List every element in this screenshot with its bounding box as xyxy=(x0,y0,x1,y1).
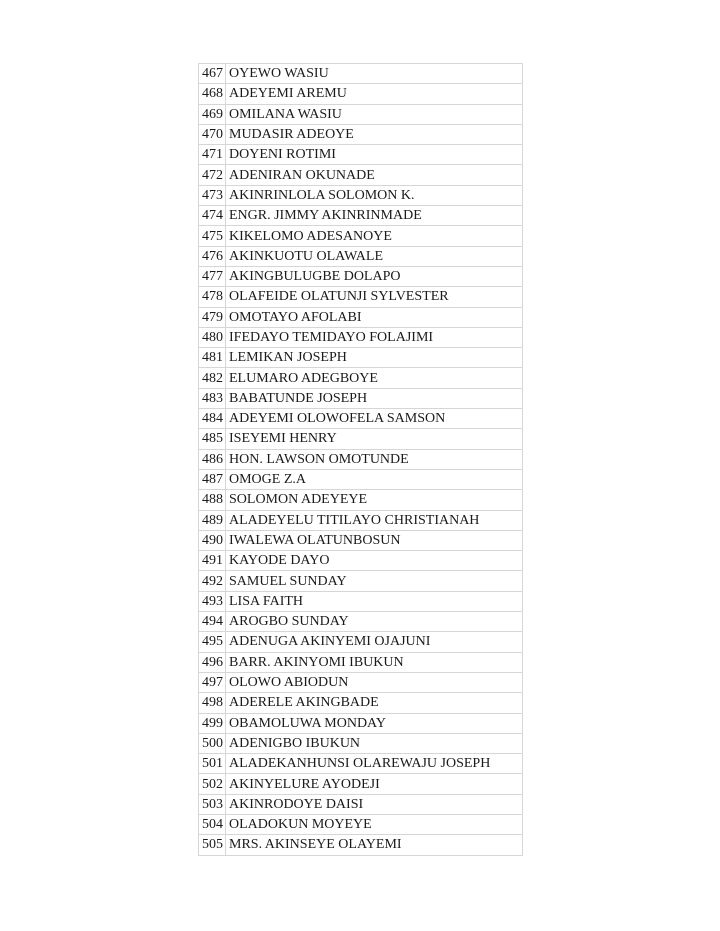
table-row xyxy=(199,713,523,733)
row-number: 493 xyxy=(199,591,226,611)
person-name: OLADOKUN MOYEYE xyxy=(226,814,523,834)
row-number: 482 xyxy=(199,368,226,388)
row-number: 470 xyxy=(199,124,226,144)
name-list-table xyxy=(198,63,523,856)
row-number: 469 xyxy=(199,104,226,124)
person-name: BARR. AKINYOMI IBUKUN xyxy=(226,652,523,672)
person-name: OLAFEIDE OLATUNJI SYLVESTER xyxy=(226,287,523,307)
row-number: 483 xyxy=(199,388,226,408)
table-row xyxy=(199,652,523,672)
row-number: 495 xyxy=(199,632,226,652)
table-row xyxy=(199,266,523,286)
table-row xyxy=(199,104,523,124)
person-name: OMOTAYO AFOLABI xyxy=(226,307,523,327)
person-name: AKINRINLOLA SOLOMON K. xyxy=(226,185,523,205)
table-body xyxy=(199,64,523,856)
person-name: LISA FAITH xyxy=(226,591,523,611)
table-row xyxy=(199,368,523,388)
row-number: 499 xyxy=(199,713,226,733)
row-number: 473 xyxy=(199,185,226,205)
person-name: ADENUGA AKINYEMI OJAJUNI xyxy=(226,632,523,652)
row-number: 486 xyxy=(199,449,226,469)
table-row xyxy=(199,327,523,347)
row-number: 494 xyxy=(199,612,226,632)
table-row xyxy=(199,429,523,449)
row-number: 488 xyxy=(199,490,226,510)
person-name: SAMUEL SUNDAY xyxy=(226,571,523,591)
person-name: OLOWO ABIODUN xyxy=(226,672,523,692)
table-row xyxy=(199,551,523,571)
person-name: ADEYEMI OLOWOFELA SAMSON xyxy=(226,409,523,429)
person-name: ADEYEMI AREMU xyxy=(226,84,523,104)
row-number: 487 xyxy=(199,469,226,489)
table-row xyxy=(199,672,523,692)
row-number: 497 xyxy=(199,672,226,692)
table-row xyxy=(199,246,523,266)
row-number: 481 xyxy=(199,348,226,368)
person-name: AKINRODOYE DAISI xyxy=(226,794,523,814)
table-row xyxy=(199,409,523,429)
person-name: LEMIKAN JOSEPH xyxy=(226,348,523,368)
person-name: ALADEKANHUNSI OLAREWAJU JOSEPH xyxy=(226,754,523,774)
table-row xyxy=(199,449,523,469)
table-row xyxy=(199,124,523,144)
row-number: 505 xyxy=(199,835,226,855)
table-row xyxy=(199,693,523,713)
row-number: 501 xyxy=(199,754,226,774)
table-row xyxy=(199,510,523,530)
table-row xyxy=(199,84,523,104)
person-name: BABATUNDE JOSEPH xyxy=(226,388,523,408)
table-row xyxy=(199,64,523,84)
table-row xyxy=(199,287,523,307)
row-number: 496 xyxy=(199,652,226,672)
row-number: 476 xyxy=(199,246,226,266)
table-row xyxy=(199,185,523,205)
table-row xyxy=(199,165,523,185)
person-name: ENGR. JIMMY AKINRINMADE xyxy=(226,206,523,226)
table-row xyxy=(199,388,523,408)
table-row xyxy=(199,348,523,368)
row-number: 485 xyxy=(199,429,226,449)
table-row xyxy=(199,490,523,510)
table-row xyxy=(199,307,523,327)
table-row xyxy=(199,733,523,753)
table-row xyxy=(199,591,523,611)
row-number: 477 xyxy=(199,266,226,286)
row-number: 474 xyxy=(199,206,226,226)
person-name: ADENIRAN OKUNADE xyxy=(226,165,523,185)
row-number: 498 xyxy=(199,693,226,713)
row-number: 492 xyxy=(199,571,226,591)
row-number: 468 xyxy=(199,84,226,104)
table-row xyxy=(199,145,523,165)
person-name: AKINGBULUGBE DOLAPO xyxy=(226,266,523,286)
row-number: 475 xyxy=(199,226,226,246)
person-name: IWALEWA OLATUNBOSUN xyxy=(226,530,523,550)
person-name: ELUMARO ADEGBOYE xyxy=(226,368,523,388)
table-row xyxy=(199,571,523,591)
row-number: 500 xyxy=(199,733,226,753)
table-row xyxy=(199,774,523,794)
person-name: AROGBO SUNDAY xyxy=(226,612,523,632)
table-row xyxy=(199,206,523,226)
person-name: ADENIGBO IBUKUN xyxy=(226,733,523,753)
person-name: AKINKUOTU OLAWALE xyxy=(226,246,523,266)
person-name: ISEYEMI HENRY xyxy=(226,429,523,449)
person-name: AKINYELURE AYODEJI xyxy=(226,774,523,794)
person-name: MUDASIR ADEOYE xyxy=(226,124,523,144)
person-name: ADERELE AKINGBADE xyxy=(226,693,523,713)
row-number: 489 xyxy=(199,510,226,530)
person-name: OMILANA WASIU xyxy=(226,104,523,124)
table-row xyxy=(199,814,523,834)
row-number: 502 xyxy=(199,774,226,794)
table-row xyxy=(199,835,523,855)
row-number: 471 xyxy=(199,145,226,165)
person-name: DOYENI ROTIMI xyxy=(226,145,523,165)
table-row xyxy=(199,612,523,632)
person-name: IFEDAYO TEMIDAYO FOLAJIMI xyxy=(226,327,523,347)
table-row xyxy=(199,794,523,814)
table-row xyxy=(199,226,523,246)
person-name: SOLOMON ADEYEYE xyxy=(226,490,523,510)
table-row xyxy=(199,754,523,774)
person-name: OMOGE Z.A xyxy=(226,469,523,489)
person-name: HON. LAWSON OMOTUNDE xyxy=(226,449,523,469)
person-name: OBAMOLUWA MONDAY xyxy=(226,713,523,733)
row-number: 479 xyxy=(199,307,226,327)
person-name: KIKELOMO ADESANOYE xyxy=(226,226,523,246)
row-number: 467 xyxy=(199,64,226,84)
person-name: KAYODE DAYO xyxy=(226,551,523,571)
row-number: 480 xyxy=(199,327,226,347)
person-name: ALADEYELU TITILAYO CHRISTIANAH xyxy=(226,510,523,530)
person-name: MRS. AKINSEYE OLAYEMI xyxy=(226,835,523,855)
table-row xyxy=(199,530,523,550)
row-number: 472 xyxy=(199,165,226,185)
table-row xyxy=(199,469,523,489)
row-number: 504 xyxy=(199,814,226,834)
row-number: 503 xyxy=(199,794,226,814)
row-number: 484 xyxy=(199,409,226,429)
table-row xyxy=(199,632,523,652)
row-number: 491 xyxy=(199,551,226,571)
row-number: 478 xyxy=(199,287,226,307)
person-name: OYEWO WASIU xyxy=(226,64,523,84)
row-number: 490 xyxy=(199,530,226,550)
